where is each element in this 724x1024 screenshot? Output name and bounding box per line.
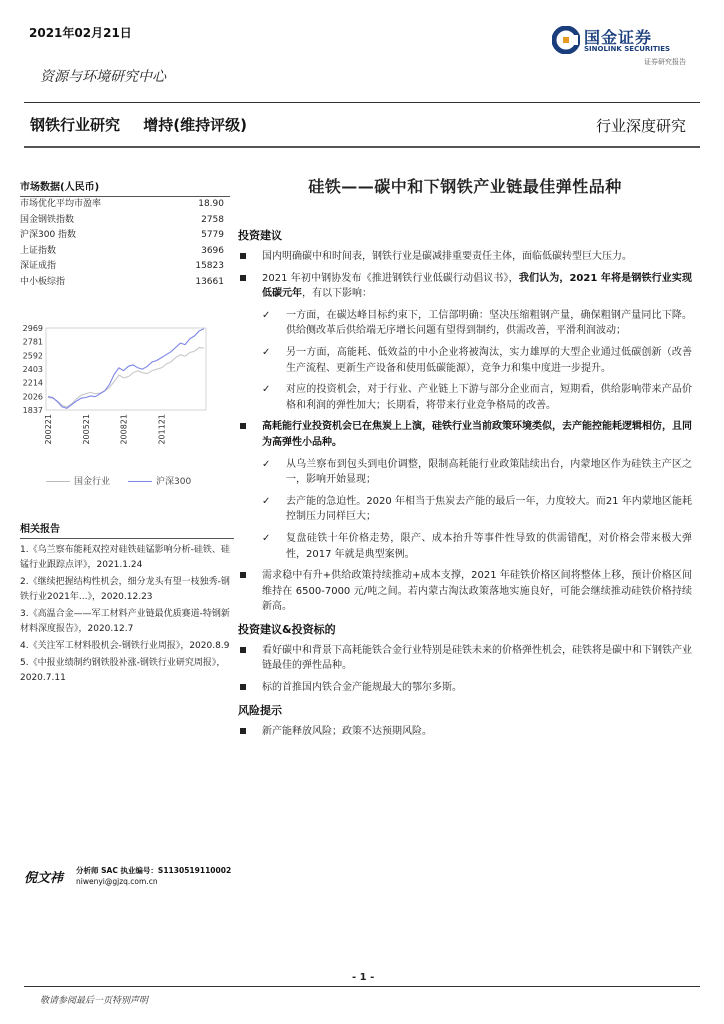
bullet-point [238, 568, 692, 615]
sinolink-logo-icon [552, 26, 580, 54]
section-heading: 投资建议&投资标的 [238, 622, 336, 636]
footer-disclaimer: 敬请参阅最后一页特别声明 [40, 996, 149, 1006]
market-data-value: 15823 [195, 261, 224, 271]
series-line-hs300 [48, 329, 204, 409]
check-point [238, 457, 692, 488]
related-report-item[interactable]: 2.《继续把握结构性机会，细分龙头有望一枝独秀-钢铁行业2021年...》，2020.12.23 [20, 577, 230, 602]
check-text: 另一方面，高能耗、低效益的中小企业将被淘汰，实力雄厚的大型企业通过低碳创新（改善生产流程、更新生产设备和使用低碳能源），竞争力和集中度进一步提升。 [286, 346, 692, 374]
bullet-text: ，有以下影响： [302, 288, 372, 300]
market-data-row [20, 259, 230, 275]
market-data-row [20, 197, 230, 213]
market-data-row [20, 244, 230, 260]
related-report-item[interactable]: 4.《关注军工材料股机会-钢铁行业周报》，2020.8.9 [20, 641, 230, 651]
bullet-text: 2021 年初中钢协发布《推进钢铁行业低碳行动倡议书》， [262, 272, 519, 284]
y-tick-label: 2026 [22, 392, 43, 402]
market-data-row [20, 213, 230, 229]
section-heading: 风险提示 [238, 703, 282, 717]
bullet-point [238, 643, 692, 674]
y-tick-label: 2214 [22, 378, 43, 388]
y-tick-label: 1837 [22, 406, 43, 415]
market-data-panel [20, 178, 230, 290]
index-chart-svg [20, 318, 210, 478]
report-date: 2021年02月21日 [29, 26, 132, 40]
bullet-point [238, 724, 692, 740]
legend-label: 沪深300 [156, 477, 192, 487]
square-bullet-icon [240, 253, 246, 259]
related-reports [20, 520, 234, 688]
checkmark-icon: ✓ [262, 495, 271, 507]
section-heading: 投资建议 [238, 229, 282, 242]
bullet-text: 需求稳中有升+供给政策持续推动+成本支撑，2021 年硅铁价格区间将整体上移，预计价格区间维持在 6500-7000 元/吨之间。若内蒙古淘汰政策落地实施良好，可能会继续推动硅铁价格持续新高。 [262, 570, 692, 613]
square-bullet-icon [240, 684, 246, 690]
check-text: 对应的投资机会，对于行业、产业链上下游与部分企业而言，短期看，供给影响带来产品价格和利润的弹性加大；长期看，将带来行业竞争格局的改善。 [286, 384, 692, 411]
checkmark-icon: ✓ [262, 309, 271, 321]
check-text: 从乌兰察布到包头到电价调整，限制高耗能行业政策陆续出台，内蒙地区作为硅铁主产区之一，影响开始显现； [286, 458, 692, 486]
y-tick-label: 2403 [22, 365, 43, 374]
chart-legend [46, 474, 191, 487]
related-reports-list [20, 543, 234, 686]
market-data-heading: 市场数据(人民币) [20, 178, 230, 197]
checkmark-icon: ✓ [262, 458, 271, 470]
industry-label: 钢铁行业研究 [30, 116, 121, 134]
industry-rating-bar [30, 114, 265, 135]
bullet-bold-text: 我们认为，2021 年将是钢铁行业实现低碳元年 [262, 272, 692, 300]
market-data-label: 上证指数 [20, 245, 57, 256]
bullet-bold-text: 高耗能行业投资机会已在焦炭上上演，硅铁行业当前政策环境类似，去产能控能耗逻辑相仿，且同为高弹性小品种。 [262, 421, 692, 448]
y-tick-label: 2969 [22, 324, 43, 333]
header-divider [24, 102, 700, 103]
market-data-value: 5779 [201, 230, 224, 240]
check-text: 一方面，在碳达峰目标约束下，工信部明确：坚决压缩粗钢产量，确保粗钢产量同比下降。供给侧改革后供给端无序增长问题有望得到制约，供需改善，平滑利润波动； [286, 309, 692, 337]
check-point [238, 308, 692, 339]
related-report-item[interactable]: 3.《高温合金——军工材料产业链最优质赛道-特钢新材料深度报告》，2020.12.7 [20, 609, 230, 634]
check-point [238, 531, 692, 562]
legend-label: 国金行业 [74, 477, 111, 487]
legend-swatch-blue [128, 481, 152, 482]
market-data-label: 沪深300 指数 [20, 230, 77, 240]
market-data-label: 深证成指 [20, 261, 57, 271]
bullet-text: 看好碳中和背景下高耗能铁合金行业特别是硅铁未来的价格弹性机会，硅铁将是碳中和下钢铁产业链最佳的弹性品种。 [262, 644, 692, 672]
square-bullet-icon [240, 572, 246, 578]
x-tick-label: 200821 [119, 414, 129, 445]
legend-swatch-gray [46, 481, 70, 482]
related-reports-heading: 相关报告 [20, 520, 234, 539]
series-line-industry [48, 348, 204, 407]
x-tick-label: 200221 [44, 414, 53, 445]
market-data-label: 中小板综指 [20, 276, 66, 287]
analyst-info [24, 865, 234, 891]
main-content [238, 174, 692, 745]
research-department: 资源与环境研究中心 [40, 69, 166, 85]
check-text: 去产能的急迫性。2020 年相当于焦炭去产能的最后一年，力度较大。而21 年内蒙地区能耗控制压力同样巨大； [286, 495, 692, 523]
page-number: - 1 - [352, 972, 375, 983]
market-data-value: 2758 [201, 214, 224, 225]
market-data-value: 13661 [195, 276, 224, 287]
bullet-point [238, 419, 692, 450]
x-tick-label: 201121 [157, 414, 167, 445]
bullet-text: 标的首推国内铁合金产能规最大的鄂尔多斯。 [262, 682, 462, 694]
market-data-row [20, 228, 230, 244]
bullet-text: 国内明确碳中和时间表，钢铁行业是碳减排重要责任主体，面临低碳转型巨大压力。 [262, 251, 632, 262]
bullet-point [238, 249, 692, 265]
rating-label: 增持(维持评级) [143, 116, 247, 134]
check-point [238, 494, 692, 525]
market-data-row [20, 275, 230, 291]
square-bullet-icon [240, 275, 246, 281]
market-data-label: 国金钢铁指数 [20, 214, 75, 225]
market-data-list [20, 197, 230, 290]
checkmark-icon: ✓ [262, 532, 271, 544]
index-chart [20, 318, 210, 478]
y-tick-label: 2592 [22, 351, 43, 361]
logo-cn-text: 国金证券 [584, 28, 653, 47]
market-data-value: 3696 [201, 245, 224, 256]
footer-divider [24, 986, 700, 987]
related-report-item[interactable]: 5.《中报业绩制约钢铁股补涨-钢铁行业研究周报》，2020.7.11 [20, 658, 226, 683]
title-divider [24, 146, 700, 148]
logo-en-text: SINOLINK SECURITIES [584, 45, 671, 53]
bullet-point [238, 271, 692, 302]
square-bullet-icon [240, 728, 246, 734]
market-data-label: 市场优化平均市盈率 [20, 199, 102, 209]
related-report-item[interactable]: 1.《乌兰察布能耗双控对硅铁硅锰影响分析-硅铁、硅锰行业跟踪点评》，2021.1.24 [20, 545, 230, 570]
analyst-email[interactable]: niwenyi@gjzq.com.cn [76, 877, 158, 886]
analyst-cert: 分析师 SAC 执业编号：S1130519110002 [76, 866, 232, 875]
legend-item-hs300 [128, 474, 191, 487]
checkmark-icon: ✓ [262, 346, 271, 358]
y-tick-label: 2781 [22, 337, 43, 347]
square-bullet-icon [240, 423, 246, 429]
analyst-name: 倪文祎 [24, 871, 64, 886]
report-type: 行业深度研究 [595, 117, 686, 135]
check-point [238, 345, 692, 376]
check-point [238, 382, 692, 413]
legend-item-industry [46, 474, 110, 487]
check-text: 复盘硅铁十年价格走势，限产、成本抬升等事件性导致的供需错配，对价格会带来极大弹性，2017 年就是典型案例。 [286, 532, 692, 560]
market-data-value: 18.90 [198, 199, 224, 209]
square-bullet-icon [240, 647, 246, 653]
logo-subtitle: 证券研究报告 [644, 58, 686, 66]
bullet-point [238, 680, 692, 696]
x-tick-label: 200521 [81, 414, 91, 445]
report-title: 硅铁——碳中和下钢铁产业链最佳弹性品种 [308, 177, 622, 196]
checkmark-icon: ✓ [262, 384, 271, 396]
company-logo [552, 22, 692, 72]
bullet-text: 新产能释放风险；政策不达预期风险。 [262, 725, 432, 737]
